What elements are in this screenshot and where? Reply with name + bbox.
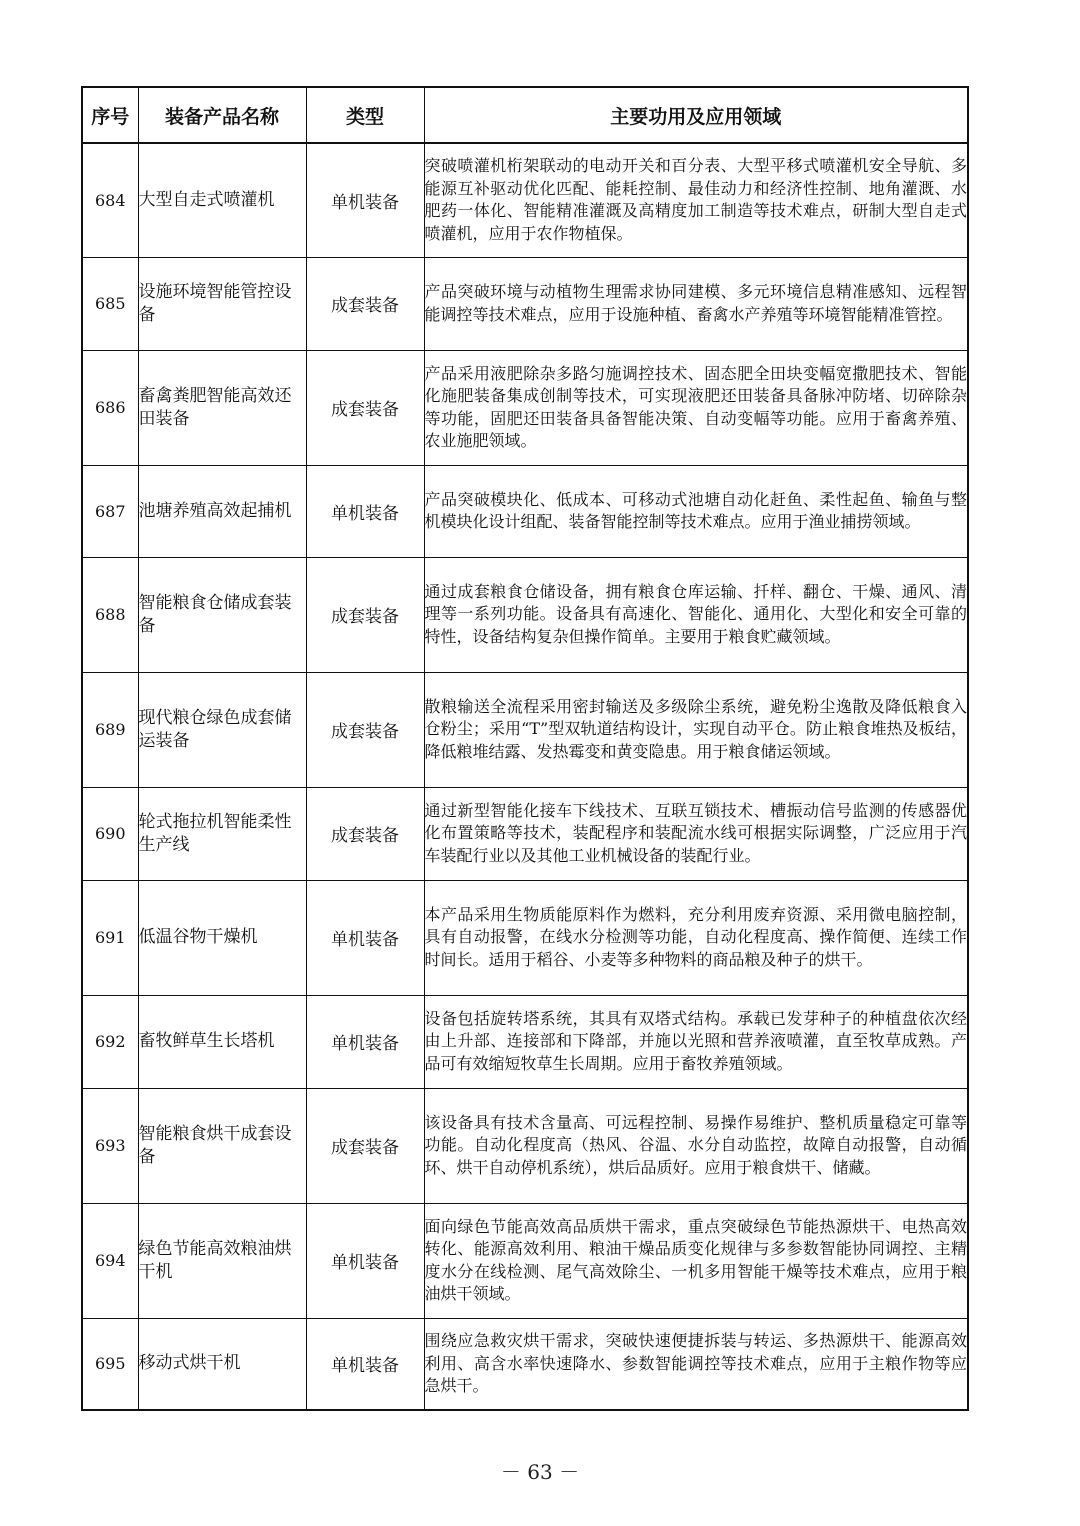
product-description: 面向绿色节能高效高品质烘干需求，重点突破绿色节能热源烘干、电热高效转化、能源高效利用、粮油干燥品质变化规律与多参数智能协同调控、主精度水分在线检测、尾气高效除尘、一机多用智能干燥等技术难点，应用于粮油烘干领域。 (424, 1203, 968, 1318)
serial-no: 687 (82, 465, 138, 557)
header-serial-no: 序号 (82, 87, 138, 143)
product-name: 畜禽粪肥智能高效还田装备 (138, 350, 306, 465)
table-row (82, 1318, 968, 1410)
product-description: 设备包括旋转塔系统，其具有双塔式结构。承载已发芽种子的种植盘依次经由上升部、连接部和下降部，并施以光照和营养液喷灌，直至牧草成熟。产品可有效缩短牧草生长周期。应用于畜牧养殖领域。 (424, 995, 968, 1088)
product-description: 通过成套粮食仓储设备，拥有粮食仓库运输、扦样、翻仓、干燥、通风、清理等一系列功能。设备具有高速化、智能化、通用化、大型化和安全可靠的特性，设备结构复杂但操作简单。主要用于粮食贮藏领域。 (424, 557, 968, 672)
serial-no: 691 (82, 880, 138, 995)
product-description: 通过新型智能化接车下线技术、互联互锁技术、槽振动信号监测的传感器优化布置策略等技术，装配程序和装配流水线可根据实际调整，广泛应用于汽车装配行业以及其他工业机械设备的装配行业。 (424, 787, 968, 880)
table-row (82, 557, 968, 672)
product-type: 成套装备 (306, 350, 424, 465)
table-row (82, 465, 968, 557)
product-name: 智能粮食仓储成套装备 (138, 557, 306, 672)
serial-no: 689 (82, 672, 138, 787)
serial-no: 688 (82, 557, 138, 672)
product-description: 本产品采用生物质能原料作为燃料，充分利用废弃资源、采用微电脑控制，具有自动报警，在线水分检测等功能，自动化程度高、操作简便、连续工作时间长。适用于稻谷、小麦等多种物料的商品粮及种子的烘干。 (424, 880, 968, 995)
table-row (82, 880, 968, 995)
product-name: 设施环境智能管控设备 (138, 257, 306, 350)
table-row (82, 672, 968, 787)
serial-no: 694 (82, 1203, 138, 1318)
serial-no: 686 (82, 350, 138, 465)
equipment-table (81, 86, 969, 1411)
table-row (82, 350, 968, 465)
product-type: 成套装备 (306, 257, 424, 350)
serial-no: 692 (82, 995, 138, 1088)
serial-no: 685 (82, 257, 138, 350)
product-type: 成套装备 (306, 787, 424, 880)
product-name: 畜牧鲜草生长塔机 (138, 995, 306, 1088)
product-type: 成套装备 (306, 1088, 424, 1203)
product-description: 产品突破模块化、低成本、可移动式池塘自动化赶鱼、柔性起鱼、输鱼与整机模块化设计组配、装备智能控制等技术难点。应用于渔业捕捞领域。 (424, 465, 968, 557)
header-product-name: 装备产品名称 (138, 87, 306, 143)
product-type: 单机装备 (306, 995, 424, 1088)
table-header-row (82, 87, 968, 143)
product-name: 现代粮仓绿色成套储运装备 (138, 672, 306, 787)
product-name: 智能粮食烘干成套设备 (138, 1088, 306, 1203)
product-name: 轮式拖拉机智能柔性生产线 (138, 787, 306, 880)
product-name: 池塘养殖高效起捕机 (138, 465, 306, 557)
product-type: 成套装备 (306, 672, 424, 787)
product-description: 突破喷灌机桁架联动的电动开关和百分表、大型平移式喷灌机安全导航、多能源互补驱动优化匹配、能耗控制、最佳动力和经济性控制、地角灌溉、水肥药一体化、智能精准灌溉及高精度加工制造等技术难点，研制大型自走式喷灌机，应用于农作物植保。 (424, 143, 968, 257)
product-description: 围绕应急救灾烘干需求，突破快速便捷拆装与转运、多热源烘干、能源高效利用、高含水率快速降水、参数智能调控等技术难点，应用于主粮作物等应急烘干。 (424, 1318, 968, 1410)
table-row (82, 1203, 968, 1318)
product-type: 单机装备 (306, 1203, 424, 1318)
product-name: 移动式烘干机 (138, 1318, 306, 1410)
table-row (82, 257, 968, 350)
table-row (82, 143, 968, 257)
page-number: － 63 － (500, 1460, 580, 1484)
product-type: 成套装备 (306, 557, 424, 672)
product-description: 散粮输送全流程采用密封输送及多级除尘系统，避免粉尘逸散及降低粮食入仓粉尘；采用“T”型双轨道结构设计，实现自动平仓。防止粮食堆热及板结，降低粮堆结露、发热霉变和黄变隐患。用于粮食储运领域。 (424, 672, 968, 787)
product-description: 产品采用液肥除杂多路匀施调控技术、固态肥全田块变幅宽撒肥技术、智能化施肥装备集成创制等技术，可实现液肥还田装备具备脉冲防堵、切碎除杂等功能，固肥还田装备具备智能决策、自动变幅等功能。应用于畜禽养殖、农业施肥领域。 (424, 350, 968, 465)
serial-no: 695 (82, 1318, 138, 1410)
product-name: 绿色节能高效粮油烘干机 (138, 1203, 306, 1318)
product-type: 单机装备 (306, 143, 424, 257)
header-type: 类型 (306, 87, 424, 143)
serial-no: 693 (82, 1088, 138, 1203)
product-name: 大型自走式喷灌机 (138, 143, 306, 257)
product-description: 产品突破环境与动植物生理需求协同建模、多元环境信息精准感知、远程智能调控等技术难点，应用于设施种植、畜禽水产养殖等环境智能精准管控。 (424, 257, 968, 350)
product-name: 低温谷物干燥机 (138, 880, 306, 995)
product-type: 单机装备 (306, 880, 424, 995)
serial-no: 690 (82, 787, 138, 880)
table-row (82, 995, 968, 1088)
table-row (82, 1088, 968, 1203)
product-type: 单机装备 (306, 465, 424, 557)
serial-no: 684 (82, 143, 138, 257)
header-function-application: 主要功用及应用领域 (424, 87, 968, 143)
table-row (82, 787, 968, 880)
product-type: 单机装备 (306, 1318, 424, 1410)
product-description: 该设备具有技术含量高、可远程控制、易操作易维护、整机质量稳定可靠等功能。自动化程度高（热风、谷温、水分自动监控，故障自动报警，自动循环、烘干自动停机系统），烘后品质好。应用于粮食烘干、储藏。 (424, 1088, 968, 1203)
